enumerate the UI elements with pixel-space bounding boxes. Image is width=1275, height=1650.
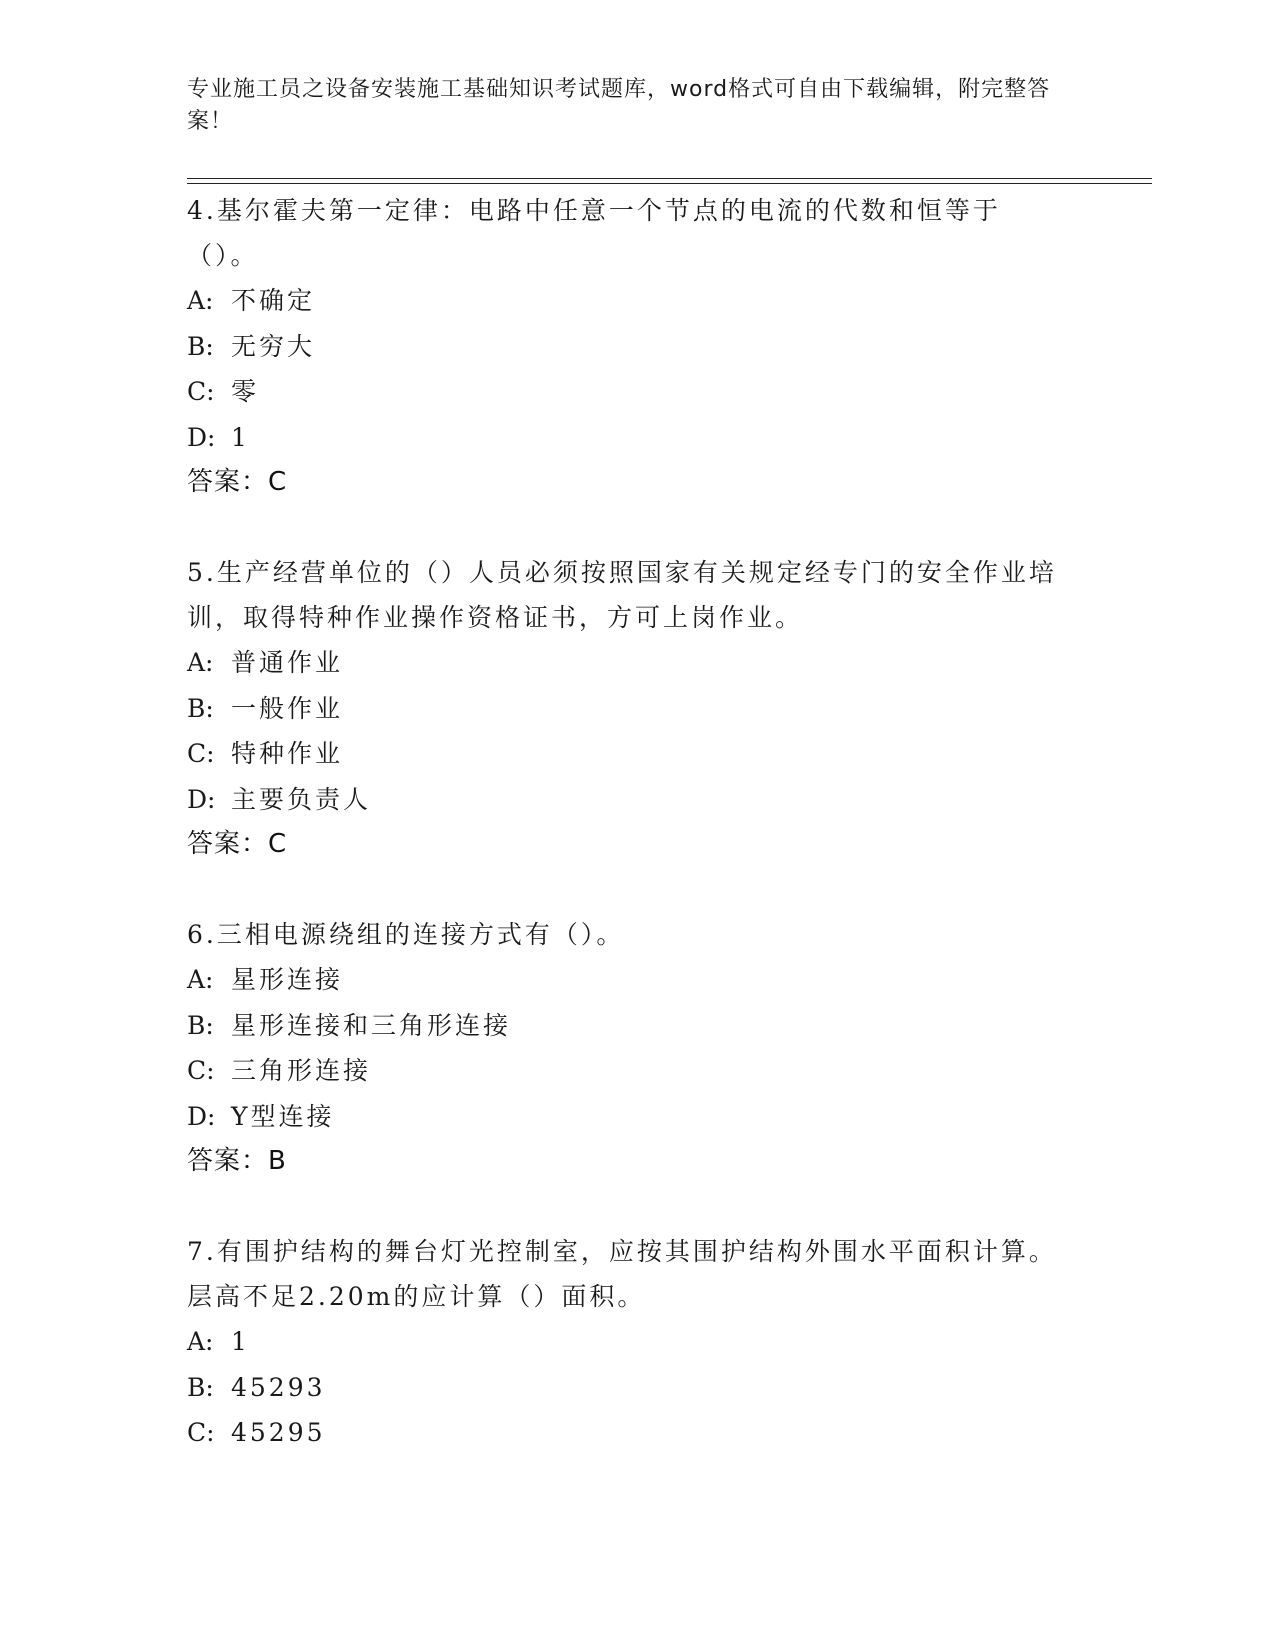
option-text: 1 xyxy=(231,422,250,452)
question-7 xyxy=(187,1229,1067,1456)
question-stem: 6.三相电源绕组的连接方式有（）。 xyxy=(187,920,625,949)
option-letter: A: xyxy=(187,965,214,994)
answer-key: 答案：B xyxy=(187,1146,287,1176)
option-letter: A: xyxy=(187,1327,214,1356)
option-a xyxy=(187,957,1067,1003)
option-letter: A: xyxy=(187,648,214,677)
option-letter: B: xyxy=(187,331,214,361)
option-d xyxy=(187,415,1067,461)
question-stem: 7.有围护结构的舞台灯光控制室，应按其围护结构外围水平面积计算。层高不足2.20m的应计算（）面积。 xyxy=(187,1237,1057,1311)
question-6 xyxy=(187,912,1067,1184)
option-text: 45295 xyxy=(231,1418,326,1447)
answer-key: 答案：C xyxy=(187,467,288,497)
option-text: 一般作业 xyxy=(231,693,344,723)
option-text: 特种作业 xyxy=(231,739,344,768)
option-letter: D: xyxy=(187,784,216,814)
option-c xyxy=(187,1048,1067,1094)
option-text: 主要负责人 xyxy=(231,784,372,814)
option-c xyxy=(187,369,1067,415)
option-letter: D: xyxy=(187,422,216,452)
option-letter: B: xyxy=(187,693,214,723)
option-letter: B: xyxy=(187,1372,214,1402)
option-letter: A: xyxy=(187,286,214,315)
answer-key: 答案：C xyxy=(187,829,288,859)
option-text: 不确定 xyxy=(231,286,316,315)
option-a xyxy=(187,278,1067,324)
question-5 xyxy=(187,550,1067,867)
option-d xyxy=(187,1094,1067,1140)
option-a xyxy=(187,1319,1067,1365)
option-b xyxy=(187,686,1067,732)
option-c xyxy=(187,1410,1067,1456)
option-text: 星形连接 xyxy=(231,965,344,994)
option-letter: C: xyxy=(187,739,215,768)
option-c xyxy=(187,731,1067,777)
header-divider-top xyxy=(187,178,1152,179)
option-text: 无穷大 xyxy=(231,331,316,361)
option-b xyxy=(187,324,1067,370)
option-text: 1 xyxy=(231,1327,250,1356)
option-text: 普通作业 xyxy=(231,648,344,677)
option-b xyxy=(187,1365,1067,1411)
question-stem: 4.基尔霍夫第一定律：电路中任意一个节点的电流的代数和恒等于（）。 xyxy=(187,196,1001,270)
document-header: 专业施工员之设备安装施工基础知识考试题库，word格式可自由下载编辑，附完整答案！ xyxy=(187,77,1051,134)
option-letter: C: xyxy=(187,1056,215,1085)
question-4 xyxy=(187,188,1067,505)
option-b xyxy=(187,1003,1067,1049)
option-text: 45293 xyxy=(231,1372,326,1402)
option-letter: B: xyxy=(187,1010,214,1040)
option-text: 三角形连接 xyxy=(231,1056,372,1085)
option-letter: C: xyxy=(187,377,215,406)
option-text: 星形连接和三角形连接 xyxy=(231,1010,512,1040)
header-divider-bottom xyxy=(187,183,1152,184)
option-text: Y型连接 xyxy=(231,1101,335,1131)
option-letter: C: xyxy=(187,1418,215,1447)
option-letter: D: xyxy=(187,1101,216,1131)
option-a xyxy=(187,640,1067,686)
option-text: 零 xyxy=(231,377,260,406)
question-stem: 5.生产经营单位的（）人员必须按照国家有关规定经专门的安全作业培训，取得特种作业操作资格证书，方可上岗作业。 xyxy=(187,558,1057,632)
option-d xyxy=(187,777,1067,823)
